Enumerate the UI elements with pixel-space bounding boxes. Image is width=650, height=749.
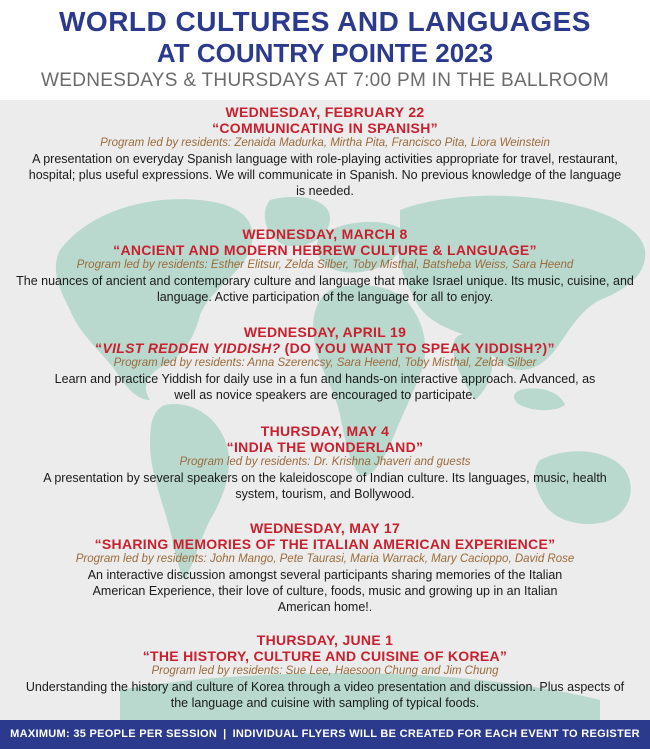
event-leaders: Program led by residents: Sue Lee, Haesoon Chung and Jim Chung [151, 665, 499, 677]
event-title-rest: (DO YOU WANT TO SPEAK YIDDISH?) [280, 340, 548, 356]
event-item [0, 104, 650, 199]
event-date: WEDNESDAY, MARCH 8 [242, 226, 408, 242]
event-description: Learn and practice Yiddish for daily use in a fun and hands-on interactive approach. Advanced, as well as novice speakers are encouraged to participate. [54, 372, 596, 402]
schedule-panel [0, 100, 650, 720]
event-leaders: Program led by residents: Anna Szerencsy, Sara Heend, Toby Misthal, Zelda Silber [113, 357, 537, 369]
event-description: A presentation by several speakers on the kaleidoscope of Indian culture. Its languages, music, health system, tourism, and Bollywood. [43, 471, 607, 501]
event-date: THURSDAY, MAY 4 [260, 423, 390, 439]
event-date: WEDNESDAY, FEBRUARY 22 [225, 104, 425, 120]
event-date: WEDNESDAY, APRIL 19 [243, 324, 407, 340]
event-title: “THE HISTORY, CULTURE AND CUISINE OF KOREA” [142, 648, 508, 664]
event-item [0, 324, 650, 403]
title-line-2: AT COUNTRY POINTE 2023 [156, 38, 494, 68]
event-description: An interactive discussion amongst several participants sharing memories of the Italian American Experience, their love of culture, foods, music and growing up in an Italian American home!. [87, 568, 563, 614]
event-item [0, 423, 650, 502]
header [0, 0, 650, 100]
event-leaders: Program led by residents: Zenaida Madurka, Mirtha Pita, Francisco Pita, Liora Weinstein [100, 137, 550, 149]
footer-max-capacity: MAXIMUM: 35 PEOPLE PER SESSION [10, 728, 218, 740]
event-date: WEDNESDAY, MAY 17 [249, 520, 401, 536]
event-leaders: Program led by residents: Dr. Krishna Jhaveri and guests [179, 456, 471, 468]
title-line-1: WORLD CULTURES AND LANGUAGES [59, 6, 591, 37]
event-item [0, 520, 650, 615]
event-leaders: Program led by residents: John Mango, Pete Taurasi, Maria Warrack, Mary Cacioppo, David Rose [75, 553, 575, 565]
event-item [0, 226, 650, 305]
event-title: “COMMUNICATING IN SPANISH” [212, 120, 438, 136]
event-list [0, 100, 650, 720]
event-title-italic: VILST REDDEN YIDDISH? [102, 340, 281, 356]
event-leaders: Program led by residents: Esther Elitsur, Zelda Silber, Toby Misthal, Batsheba Weiss, Sara Heend [76, 259, 574, 271]
event-date: THURSDAY, JUNE 1 [256, 632, 394, 648]
event-description: The nuances of ancient and contemporary culture and language that make Israel unique. Its music, cuisine, and language. Active participation of the language for all to enjoy. [16, 274, 634, 304]
footer-banner [0, 720, 650, 749]
footer-registration-note: INDIVIDUAL FLYERS WILL BE CREATED FOR EACH EVENT TO REGISTER [232, 728, 640, 740]
event-title: “SHARING MEMORIES OF THE ITALIAN AMERICAN EXPERIENCE” [94, 536, 556, 552]
event-title: “INDIA THE WONDERLAND” [226, 439, 424, 455]
event-title: “ANCIENT AND MODERN HEBREW CULTURE & LANGUAGE” [113, 242, 537, 258]
event-description: Understanding the history and culture of Korea through a video presentation and discussion. Plus aspects of the language and cuisine with sampling of typical foods. [25, 680, 625, 710]
event-title: “VILST REDDEN YIDDISH? (DO YOU WANT TO SPEAK YIDDISH?)” [95, 340, 555, 356]
event-item [0, 632, 650, 711]
footer-separator: | [223, 728, 227, 740]
event-description: A presentation on everyday Spanish language with role-playing activities appropriate for travel, restaurant, hospital; plus useful expressions. We will communicate in Spanish. No previous knowledge of the language is needed. [28, 152, 622, 198]
subtitle: WEDNESDAYS & THURSDAYS AT 7:00 PM IN THE BALLROOM [41, 70, 609, 91]
